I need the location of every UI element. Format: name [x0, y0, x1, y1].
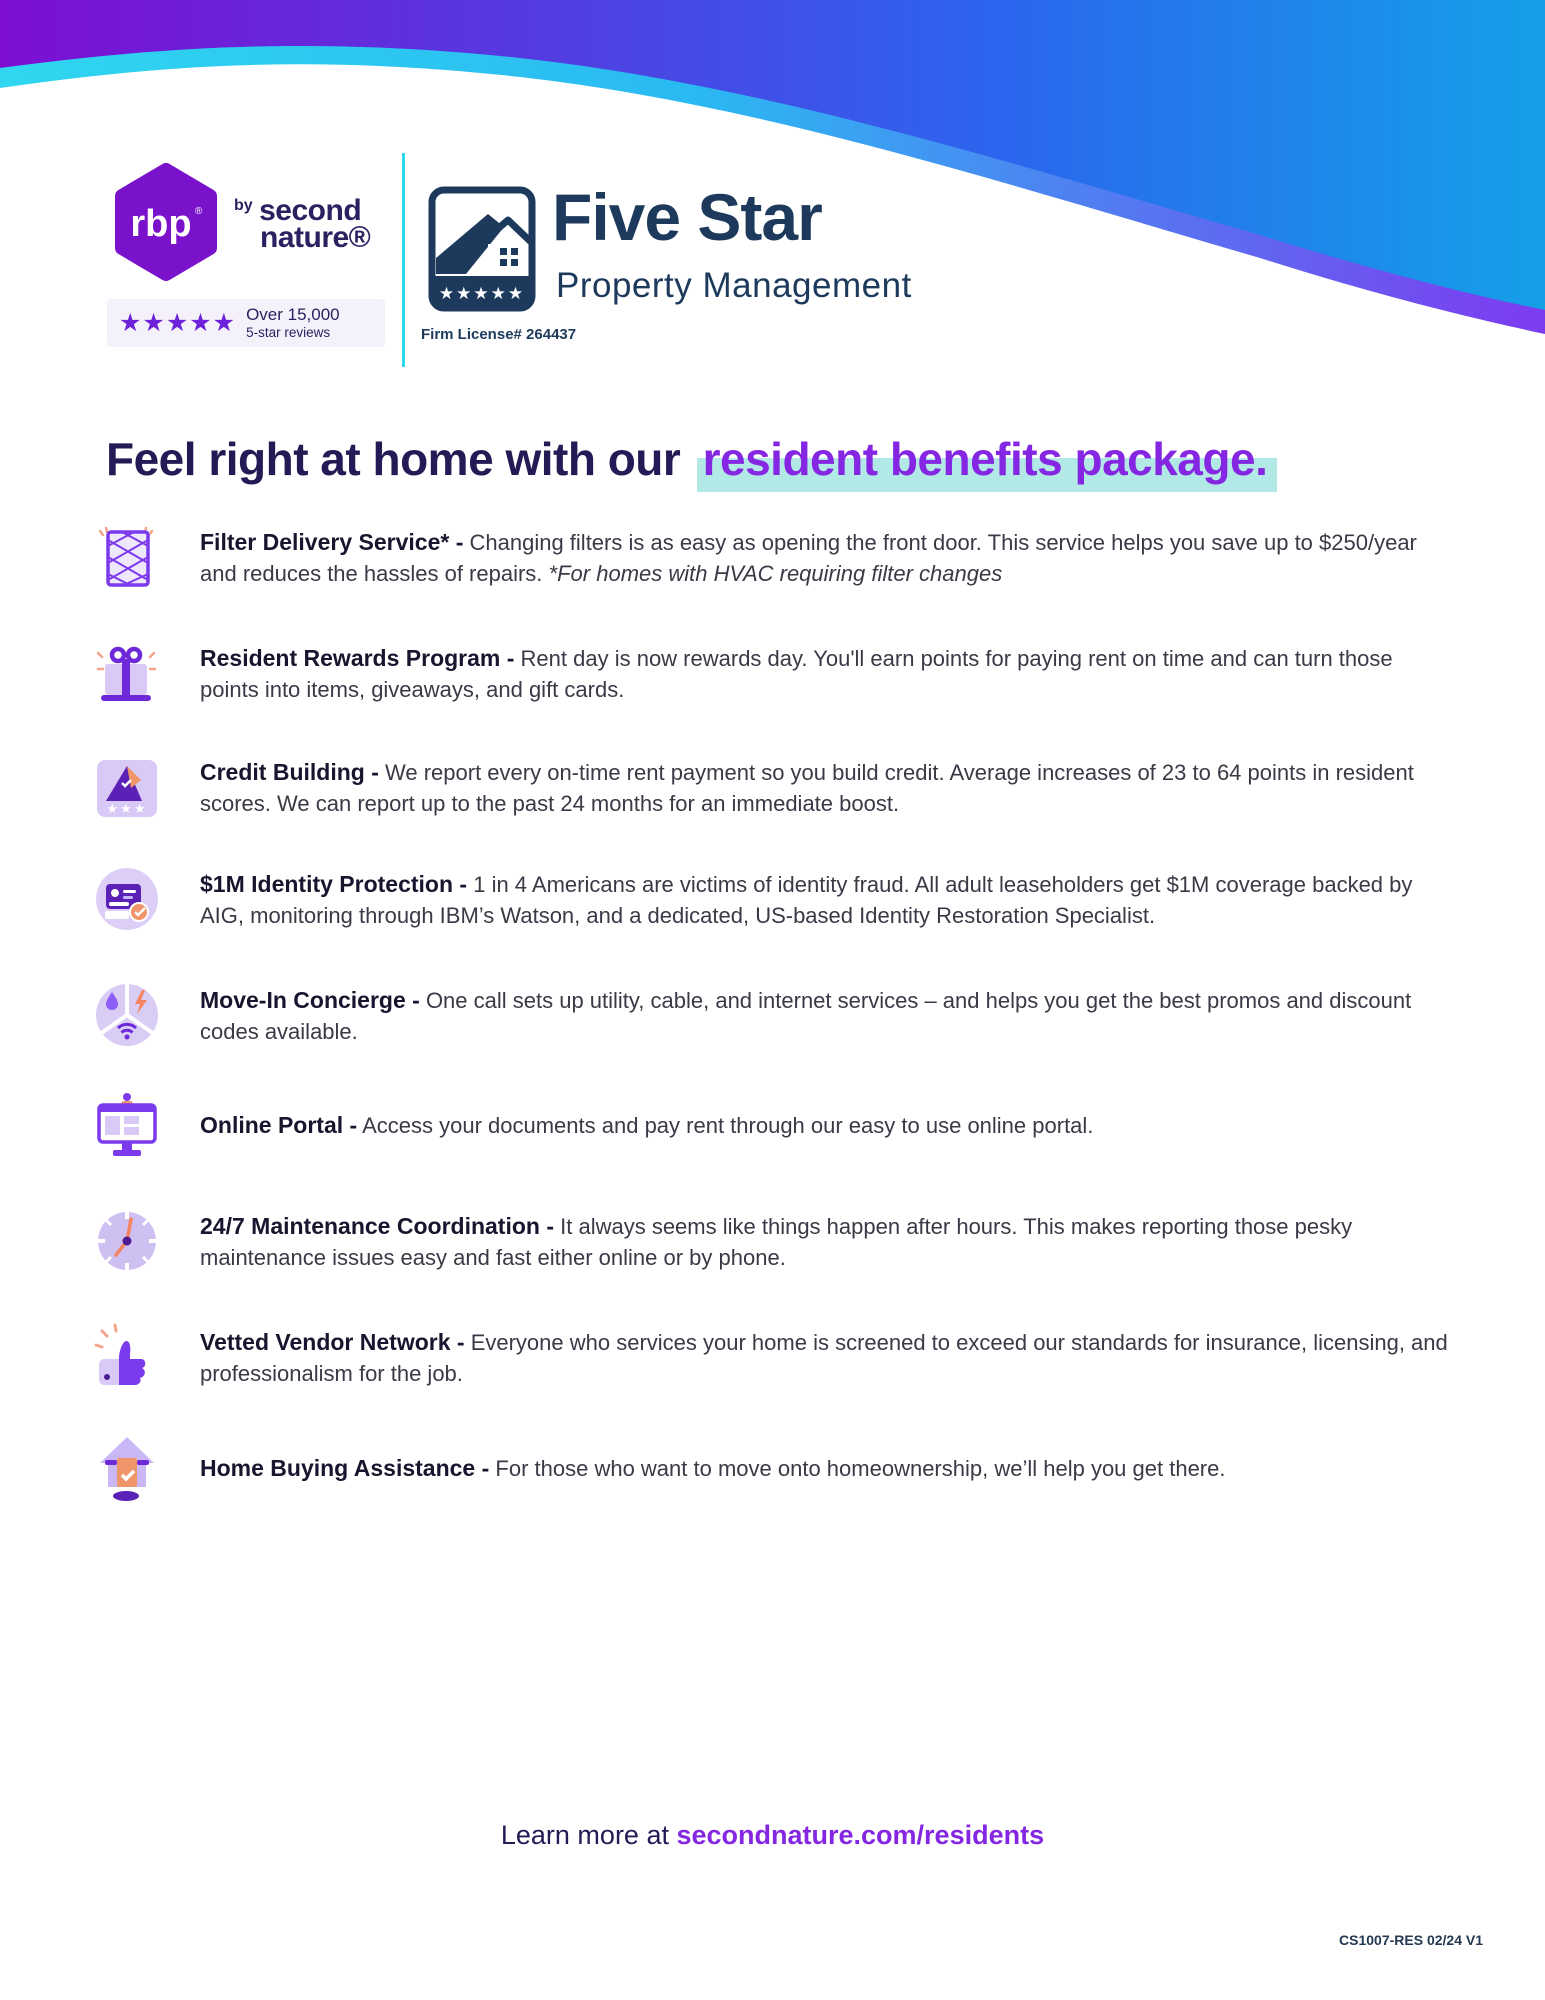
rbp-logo-icon — [103, 156, 229, 296]
benefit-description: Changing filters is as easy as opening the front door. This service helps you save up to $250/year and reduces the hassles of repairs. — [200, 530, 1417, 586]
footer-prefix: Learn more at — [500, 1820, 669, 1850]
reviews-badge — [107, 299, 385, 347]
benefit-description: It always seems like things happen after hours. This makes reporting those pesky maintenance issues easy and fast either online or by phone. — [200, 1214, 1353, 1270]
online-portal-icon — [92, 1090, 162, 1160]
benefit-description: 1 in 4 Americans are victims of identity fraud. All adult leaseholders get $1M coverage backed by AIG, monitoring through IBM’s Watson, and a dedicated, US-based Identity Restoration Specialist. — [200, 872, 1413, 928]
benefit-title: Credit Building - — [200, 759, 379, 785]
benefit-item-online-portal — [92, 1083, 1457, 1167]
company-name: Five Star — [552, 180, 822, 254]
benefit-item-move-in-concierge — [92, 974, 1457, 1058]
reviews-count: Over 15,000 — [246, 305, 340, 325]
second-nature-wordmark — [234, 196, 394, 253]
benefit-description: Access your documents and pay rent through our easy to use online portal. — [362, 1112, 1094, 1138]
svg-text:★★★: ★★★ — [106, 802, 148, 817]
benefit-title: $1M Identity Protection - — [200, 871, 468, 897]
benefit-title: Move-In Concierge - — [200, 987, 420, 1013]
by-label: by — [234, 197, 253, 214]
benefit-item-home-buying — [92, 1426, 1457, 1510]
firm-license: Firm License# 264437 — [421, 326, 577, 343]
footer — [0, 1820, 1545, 1851]
headline-prefix: Feel right at home with our — [106, 433, 681, 485]
headline-highlight: resident benefits package. — [697, 433, 1278, 492]
benefit-title: Resident Rewards Program - — [200, 645, 515, 671]
house-stars-icon — [428, 186, 536, 312]
benefit-title: Home Buying Assistance - — [200, 1454, 490, 1481]
home-buying-icon — [92, 1433, 162, 1503]
filter-delivery-icon — [92, 523, 162, 593]
benefit-item-credit-building — [92, 746, 1457, 830]
brand-nature: nature® — [260, 221, 371, 254]
svg-text:®: ® — [195, 206, 203, 217]
thumbs-up-icon — [92, 1323, 162, 1393]
reviews-label: 5-star reviews — [246, 325, 331, 341]
benefit-description: For those who want to move onto homeownership, we’ll help you get there. — [495, 1455, 1226, 1481]
benefit-description: Everyone who services your home is screened to exceed our standards for insurance, licensing, and professionalism for the job. — [200, 1330, 1448, 1386]
rbp-logo — [103, 156, 229, 296]
footer-link[interactable]: secondnature.com/residents — [676, 1820, 1045, 1850]
five-stars-icon: ★★★★★ — [119, 308, 237, 337]
benefit-title: Filter Delivery Service* - — [200, 529, 464, 555]
brand-second: second — [259, 194, 362, 227]
document-code: CS1007-RES 02/24 V1 — [1339, 1932, 1483, 1948]
benefit-title: Online Portal - — [200, 1111, 358, 1138]
benefit-description: Rent day is now rewards day. You'll earn points for paying rent on time and can turn those points into items, giveaways, and gift cards. — [200, 646, 1393, 702]
maintenance-clock-icon — [92, 1207, 162, 1277]
benefit-item-filter-delivery — [92, 516, 1457, 600]
logo-divider — [402, 153, 405, 367]
company-tagline: Property Management — [556, 266, 912, 305]
benefit-title: 24/7 Maintenance Coordination - — [200, 1213, 554, 1239]
benefit-description: One call sets up utility, cable, and internet services – and helps you get the best promos and discount codes available. — [200, 988, 1412, 1044]
logo-stars: ★★★★★ — [438, 284, 526, 304]
identity-protection-icon — [92, 865, 162, 935]
benefit-item-resident-rewards — [92, 632, 1457, 716]
benefit-description: We report every on-time rent payment so you build credit. Average increases of 23 to 64 points in resident scores. We can report up to the past 24 months for an immediate boost. — [200, 760, 1414, 816]
benefit-item-vetted-vendor — [92, 1316, 1457, 1400]
five-star-logo-icon — [428, 186, 536, 312]
benefit-note: *For homes with HVAC requiring filter changes — [548, 561, 1003, 586]
benefit-item-maintenance — [92, 1200, 1457, 1284]
gift-icon — [92, 639, 162, 709]
page-title — [106, 432, 1277, 486]
benefit-title: Vetted Vendor Network - — [200, 1329, 465, 1355]
benefit-item-identity-protection — [92, 858, 1457, 942]
svg-text:rbp: rbp — [130, 203, 192, 245]
credit-building-icon — [92, 753, 162, 823]
move-in-concierge-icon — [92, 981, 162, 1051]
